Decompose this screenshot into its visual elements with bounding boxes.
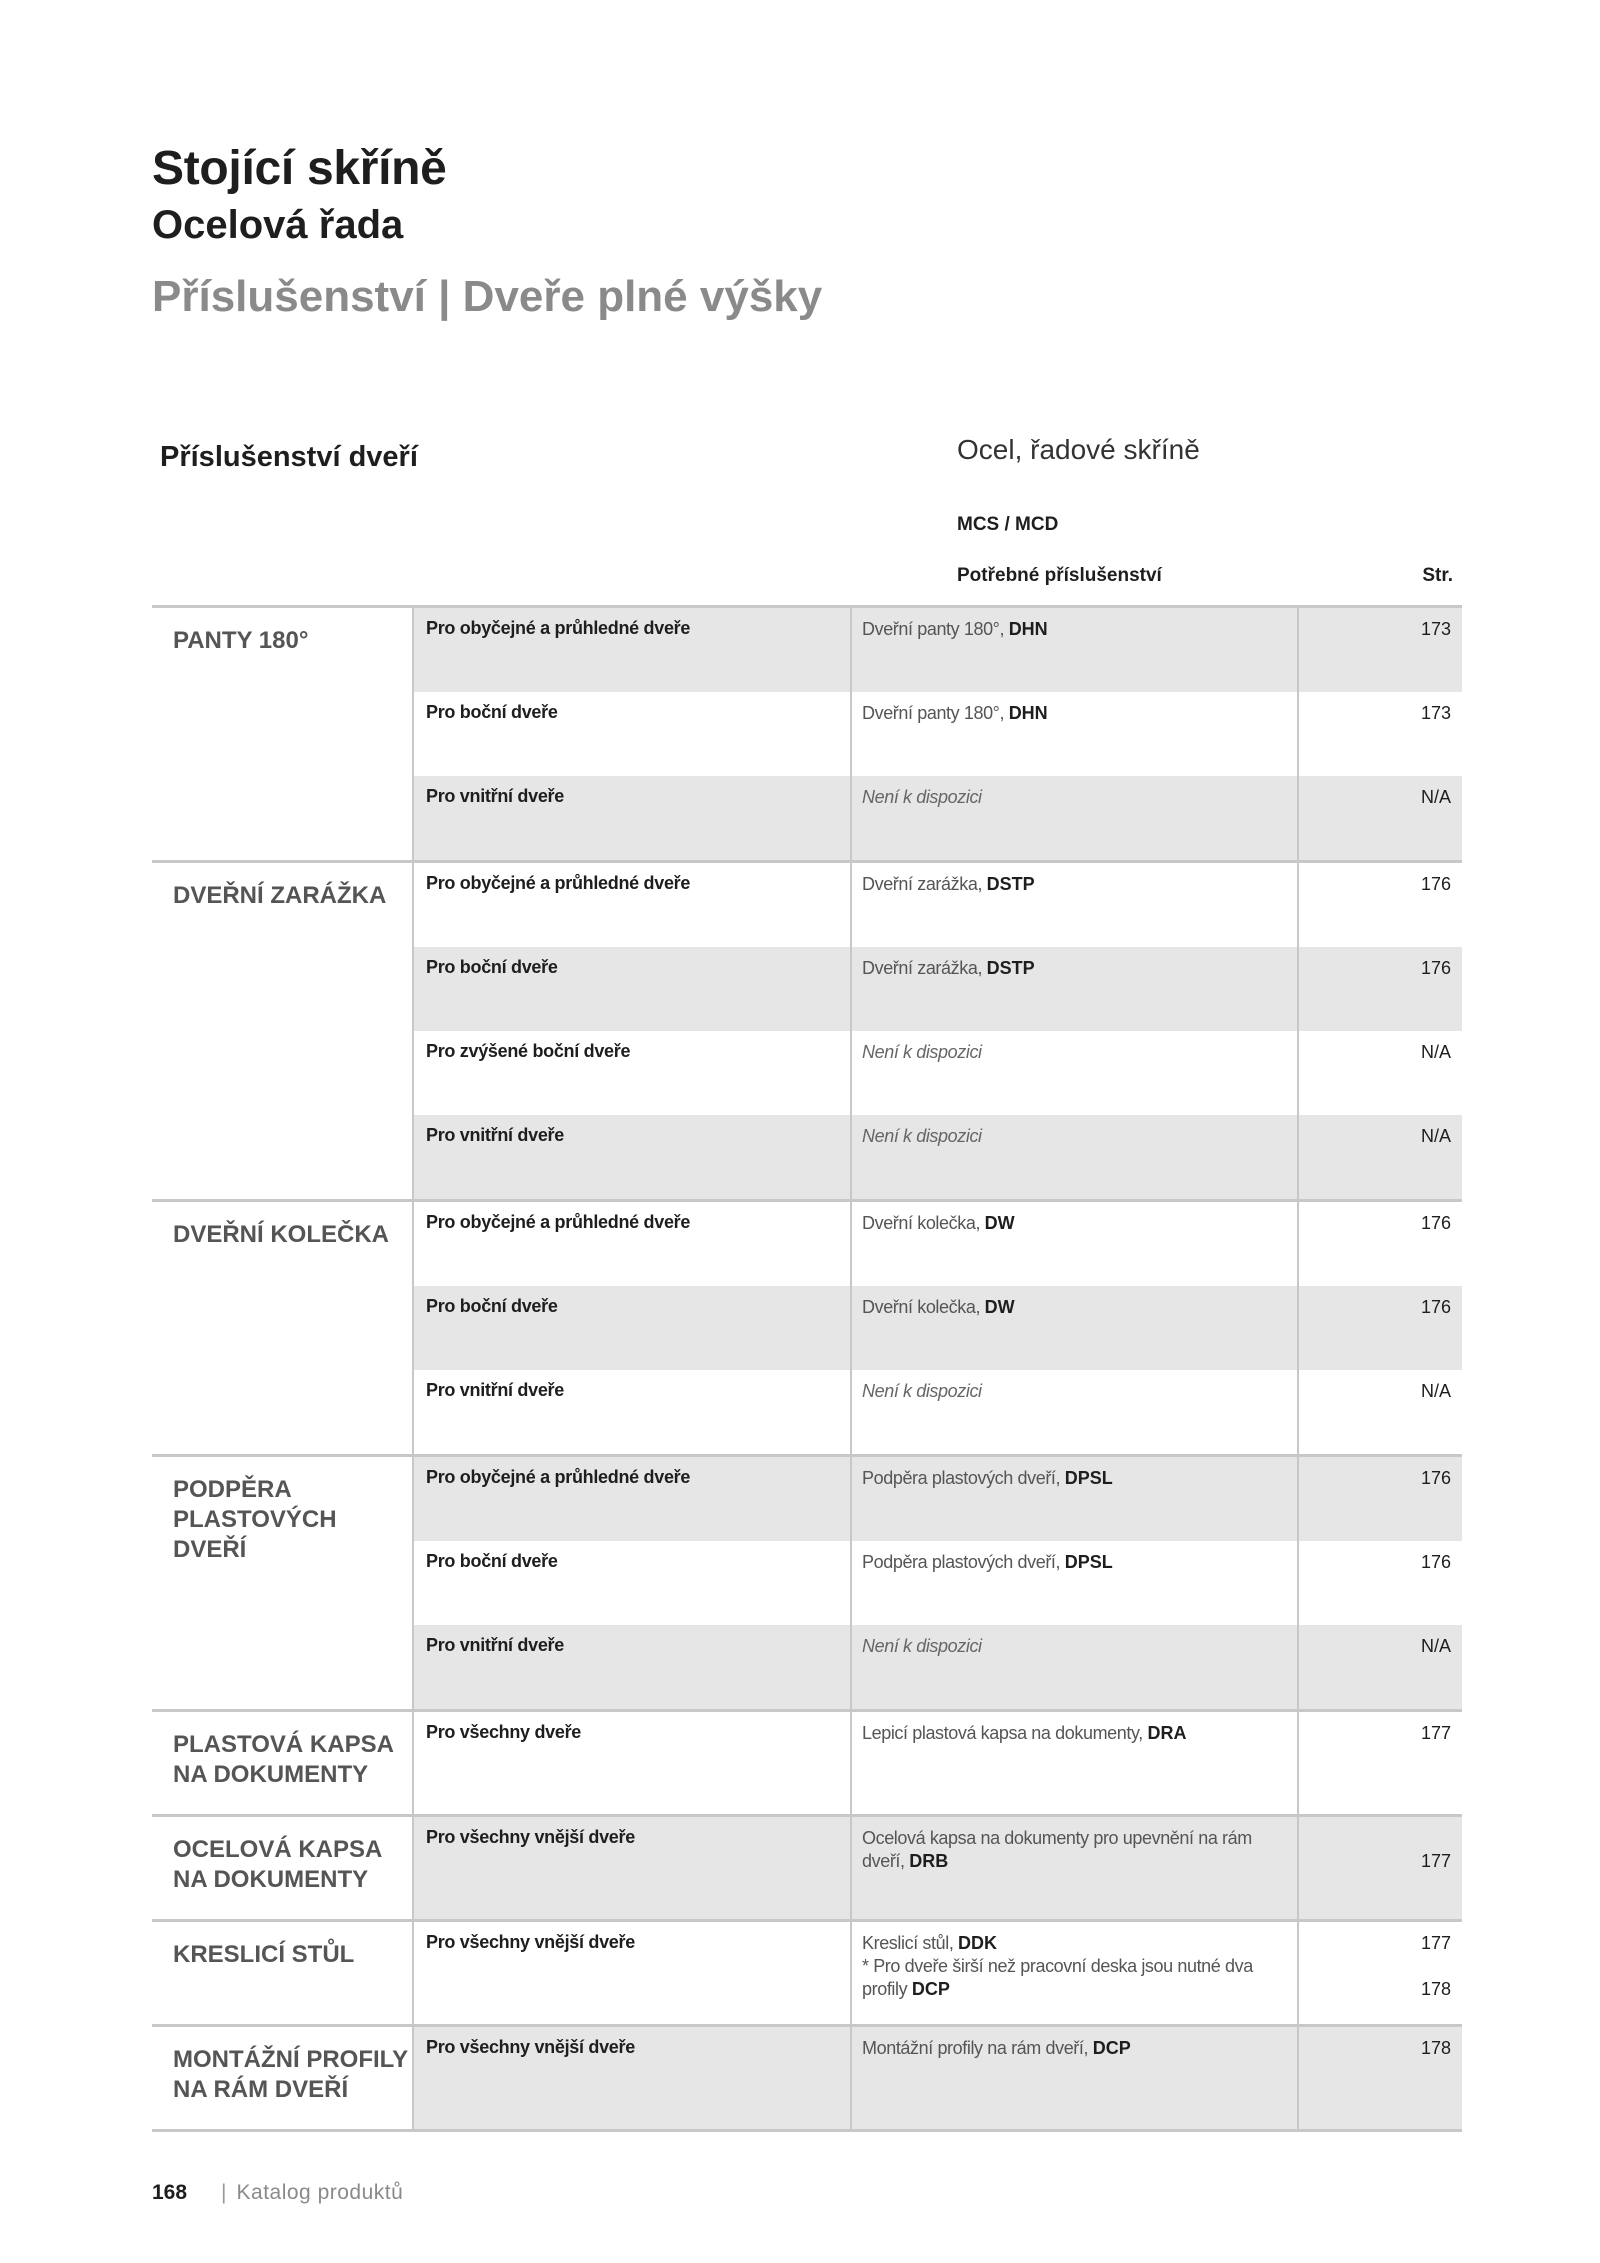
table-row — [414, 1817, 1462, 1919]
accessory-cell — [850, 1031, 1297, 1115]
page-title: Stojící skříně — [152, 142, 447, 195]
accessory-group — [152, 1709, 1462, 1814]
not-available-text: Není k dispozici — [862, 787, 982, 807]
condition-cell: Pro všechny vnější dveře — [426, 2037, 635, 2057]
accessory-note — [862, 1955, 1297, 2001]
group-rows — [412, 1817, 1462, 1919]
page-number: 177 — [1420, 1723, 1451, 1743]
accessory-cell — [850, 947, 1297, 1031]
condition-cell: Pro vnitřní dveře — [426, 1125, 564, 1145]
accessory-cell — [850, 863, 1297, 947]
page-cell — [1297, 1031, 1462, 1115]
condition-cell: Pro boční dveře — [426, 1296, 558, 1316]
page-number: N/A — [1420, 1042, 1451, 1062]
accessory-code: DHN — [1008, 703, 1048, 723]
table-row — [414, 1286, 1462, 1370]
accessory-name: Kreslicí stůl, — [862, 1933, 959, 1953]
accessory-cell — [850, 1922, 1297, 2024]
not-available-text: Není k dispozici — [862, 1042, 982, 1062]
page-subtitle: Ocelová řada — [152, 203, 404, 247]
note-text: * Pro dveře širší než pracovní deska jsou nutné dva profily — [862, 1956, 1253, 1999]
accessory-cell — [850, 2027, 1297, 2129]
accessory-group — [152, 860, 1462, 1199]
group-label: DVEŘNÍ ZARÁŽKA — [173, 882, 387, 909]
condition-cell: Pro zvýšené boční dveře — [426, 1041, 631, 1061]
condition-cell: Pro všechny vnější dveře — [426, 1827, 635, 1847]
accessory-group — [152, 1814, 1462, 1919]
page-number: 173 — [1420, 619, 1451, 639]
page-cell — [1297, 1202, 1462, 1286]
page-cell — [1297, 947, 1462, 1031]
accessory-code: DW — [984, 1213, 1015, 1233]
accessory-code: DCP — [1092, 2038, 1131, 2058]
accessory-name: Dveřní zarážka, — [862, 958, 987, 978]
table-row — [414, 692, 1462, 776]
accessory-name: Dveřní kolečka, — [862, 1297, 985, 1317]
accessory-group — [152, 605, 1462, 860]
table-row — [414, 1202, 1462, 1286]
page-number: 177 — [1420, 1933, 1451, 1953]
accessory-cell — [850, 608, 1297, 692]
page-cell — [1297, 1541, 1462, 1625]
table-row — [414, 1922, 1462, 2024]
page-cell — [1297, 1922, 1462, 2024]
group-label: PODPĚRA PLASTOVÝCH DVEŘÍ — [173, 1476, 337, 1563]
footer-separator: | — [221, 2181, 227, 2204]
table-row — [414, 947, 1462, 1031]
page-number: N/A — [1420, 1636, 1451, 1656]
group-label: OCELOVÁ KAPSA NA DOKUMENTY — [173, 1836, 382, 1893]
accessory-cell — [850, 1712, 1297, 1814]
table-row — [414, 1031, 1462, 1115]
accessory-group — [152, 2024, 1462, 2132]
accessory-name: Dveřní zarážka, — [862, 874, 987, 894]
condition-cell: Pro boční dveře — [426, 957, 558, 977]
group-rows — [412, 863, 1462, 1199]
accessories-table — [152, 605, 1462, 2132]
accessories-heading: Příslušenství dveří — [160, 441, 418, 473]
page-number: 178 — [1420, 2038, 1451, 2058]
table-row — [414, 1712, 1462, 1814]
accessory-name: Lepicí plastová kapsa na dokumenty, — [862, 1723, 1148, 1743]
group-label: PLASTOVÁ KAPSA NA DOKUMENTY — [173, 1731, 394, 1788]
accessory-code: DW — [984, 1297, 1015, 1317]
accessory-cell — [850, 1817, 1297, 1919]
page-cell — [1297, 863, 1462, 947]
page-number-secondary: 178 — [1420, 1979, 1451, 1999]
group-label: MONTÁŽNÍ PROFILY NA RÁM DVEŘÍ — [173, 2046, 408, 2103]
condition-cell: Pro obyčejné a průhledné dveře — [426, 1212, 691, 1232]
accessory-cell — [850, 1625, 1297, 1709]
accessory-code: DSTP — [986, 874, 1035, 894]
accessory-cell — [850, 692, 1297, 776]
page-cell — [1297, 1286, 1462, 1370]
group-rows — [412, 608, 1462, 860]
condition-cell: Pro vnitřní dveře — [426, 1380, 564, 1400]
page-cell — [1297, 1817, 1462, 1919]
accessory-cell — [850, 1115, 1297, 1199]
page-number: N/A — [1420, 1126, 1451, 1146]
page-number: 176 — [1420, 958, 1451, 978]
table-row — [414, 1370, 1462, 1454]
group-rows — [412, 1202, 1462, 1454]
accessory-name: Ocelová kapsa na dokumenty pro upevnění na rám dveří, — [862, 1828, 1252, 1871]
accessory-group — [152, 1199, 1462, 1454]
table-row — [414, 608, 1462, 692]
condition-cell: Pro všechny dveře — [426, 1722, 581, 1742]
page-cell — [1297, 1457, 1462, 1541]
page-cell — [1297, 1625, 1462, 1709]
page-cell — [1297, 2027, 1462, 2129]
not-available-text: Není k dispozici — [862, 1636, 982, 1656]
condition-cell: Pro obyčejné a průhledné dveře — [426, 873, 691, 893]
accessory-cell — [850, 776, 1297, 860]
column-header-page: Str. — [1422, 565, 1453, 586]
accessory-cell — [850, 1541, 1297, 1625]
group-label: PANTY 180° — [173, 627, 309, 654]
accessory-cell — [850, 1202, 1297, 1286]
group-rows — [412, 2027, 1462, 2129]
section-title: Příslušenství | Dveře plné výšky — [152, 272, 823, 321]
page-number: 176 — [1420, 1552, 1451, 1572]
accessory-name: Montážní profily na rám dveří, — [862, 2038, 1093, 2058]
table-row — [414, 1541, 1462, 1625]
accessory-code: DPSL — [1064, 1552, 1113, 1572]
accessory-code: DRB — [909, 1851, 949, 1871]
page-cell — [1297, 1712, 1462, 1814]
page-cell — [1297, 608, 1462, 692]
accessory-code: DRA — [1147, 1723, 1187, 1743]
page-cell — [1297, 692, 1462, 776]
page-number: N/A — [1420, 1381, 1451, 1401]
page-number: 176 — [1420, 874, 1451, 894]
page-number: N/A — [1420, 787, 1451, 807]
accessory-code: DDK — [958, 1933, 998, 1953]
accessory-group — [152, 1919, 1462, 2024]
page-number: 173 — [1420, 703, 1451, 723]
condition-cell: Pro boční dveře — [426, 1551, 558, 1571]
accessory-group — [152, 1454, 1462, 1709]
page-cell — [1297, 1115, 1462, 1199]
group-rows — [412, 1922, 1462, 2024]
page-number: 176 — [1420, 1297, 1451, 1317]
condition-cell: Pro všechny vnější dveře — [426, 1932, 635, 1952]
condition-cell: Pro vnitřní dveře — [426, 786, 564, 806]
not-available-text: Není k dispozici — [862, 1381, 982, 1401]
group-rows — [412, 1457, 1462, 1709]
accessory-cell — [850, 1457, 1297, 1541]
group-rows — [412, 1712, 1462, 1814]
table-row — [414, 1115, 1462, 1199]
accessory-cell — [850, 1286, 1297, 1370]
accessory-name: Dveřní kolečka, — [862, 1213, 985, 1233]
page-cell — [1297, 776, 1462, 860]
page-number: 176 — [1420, 1468, 1451, 1488]
accessory-name: Dveřní panty 180°, — [862, 703, 1009, 723]
footer-catalog: Katalog produktů — [236, 2181, 404, 2204]
table-row — [414, 1457, 1462, 1541]
group-label: KRESLICÍ STŮL — [173, 1941, 355, 1968]
condition-cell: Pro vnitřní dveře — [426, 1635, 564, 1655]
accessory-code: DSTP — [986, 958, 1035, 978]
table-row — [414, 776, 1462, 860]
footer — [152, 2181, 403, 2205]
footer-page-number: 168 — [152, 2181, 188, 2204]
group-label: DVEŘNÍ KOLEČKA — [173, 1221, 390, 1248]
condition-cell: Pro boční dveře — [426, 702, 558, 722]
material-label: Ocel, řadové skříně — [957, 434, 1200, 465]
accessory-code: DPSL — [1064, 1468, 1113, 1488]
page-number — [1299, 1827, 1451, 1850]
table-row — [414, 1625, 1462, 1709]
series-label: MCS / MCD — [957, 514, 1059, 535]
accessory-code: DHN — [1008, 619, 1048, 639]
page-number: 176 — [1420, 1213, 1451, 1233]
accessory-name: Podpěra plastových dveří, — [862, 1552, 1065, 1572]
accessory-name: Podpěra plastových dveří, — [862, 1468, 1065, 1488]
page-number-secondary: 177 — [1420, 1851, 1451, 1871]
column-header-required: Potřebné příslušenství — [957, 565, 1162, 586]
condition-cell: Pro obyčejné a průhledné dveře — [426, 1467, 691, 1487]
note-code: DCP — [911, 1979, 950, 1999]
table-row — [414, 2027, 1462, 2129]
not-available-text: Není k dispozici — [862, 1126, 982, 1146]
accessory-name: Dveřní panty 180°, — [862, 619, 1009, 639]
condition-cell: Pro obyčejné a průhledné dveře — [426, 618, 691, 638]
accessory-cell — [850, 1370, 1297, 1454]
table-row — [414, 863, 1462, 947]
page-cell — [1297, 1370, 1462, 1454]
